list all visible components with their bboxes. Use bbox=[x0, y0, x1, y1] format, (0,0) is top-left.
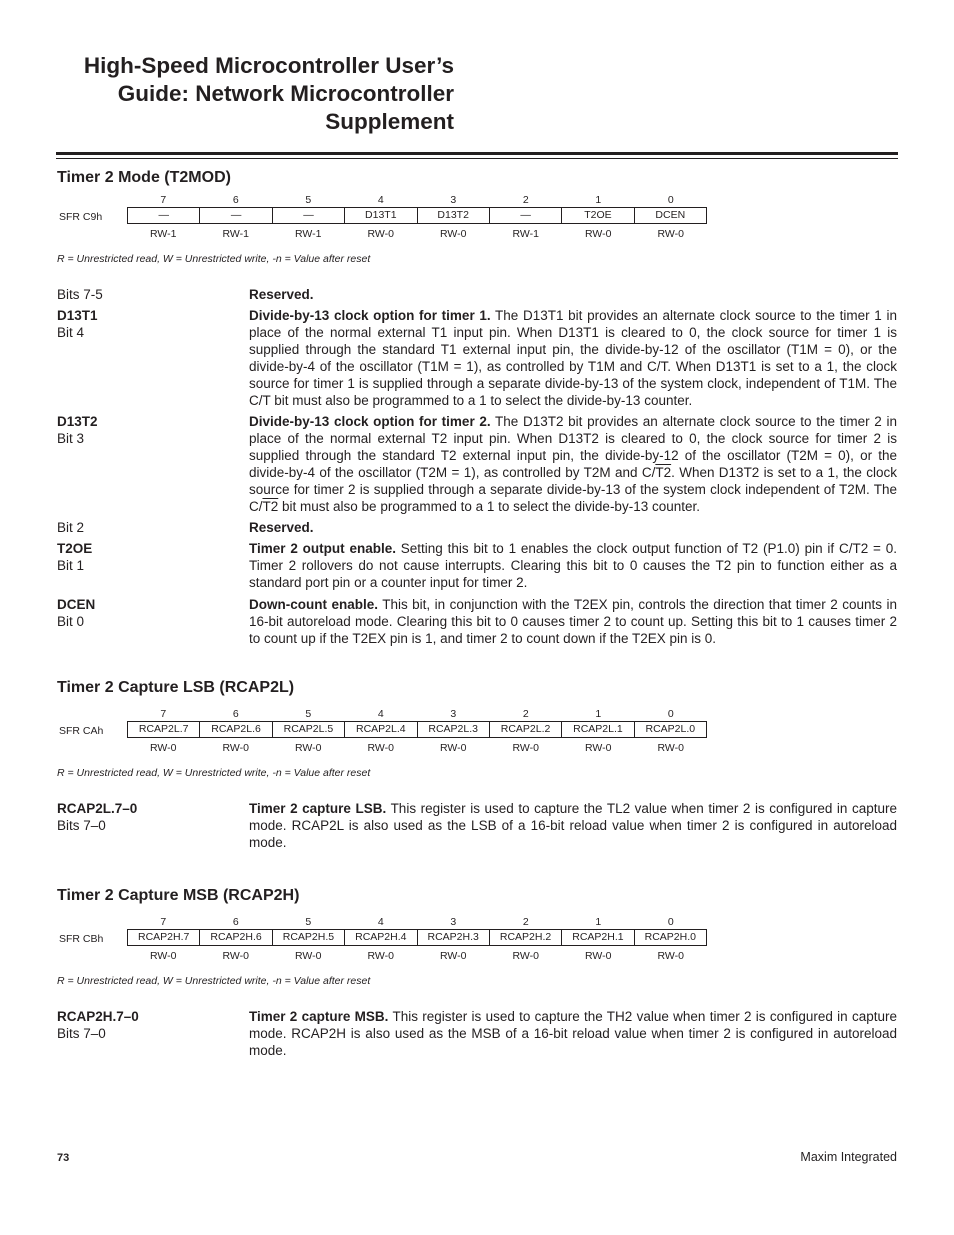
sfr-address: SFR CAh bbox=[59, 725, 104, 737]
bit-name: D13T2 bbox=[57, 414, 98, 429]
reset-value: RW-0 bbox=[440, 742, 467, 754]
register-legend: R = Unrestricted read, W = Unrestricted write, -n = Value after reset bbox=[57, 253, 371, 265]
bit-name: RCAP2L.7–0 bbox=[57, 801, 138, 816]
reset-value: RW-0 bbox=[657, 742, 684, 754]
register-diagram bbox=[57, 194, 897, 252]
bit-description bbox=[249, 596, 897, 652]
bit-description-row bbox=[57, 413, 897, 519]
description-text: bit must also be programmed to a 1 to select the divide-by-13 counter. bbox=[278, 499, 700, 514]
bit-cell: — bbox=[272, 208, 344, 223]
overlined-signal: T2 bbox=[262, 499, 279, 514]
bit-description bbox=[249, 800, 897, 851]
description-text: Setting this bit to 1 enables the clock output function of T2 (P1.0) pin if C/T2 = 0. Timer 2 rollovers do not cause interrupts. Clearing this bit to 0 causes the T2 pin to function either as a standard port pin or a counter input for timer 2. bbox=[249, 541, 897, 590]
bit-label bbox=[57, 307, 249, 413]
register-diagram bbox=[57, 708, 897, 766]
reset-value: RW-0 bbox=[440, 228, 467, 240]
header-rule-thin bbox=[56, 158, 898, 159]
reset-value: RW-1 bbox=[295, 228, 322, 240]
description-heading: Timer 2 capture MSB. bbox=[249, 1009, 389, 1024]
reset-value: RW-0 bbox=[222, 950, 249, 962]
reset-value: RW-0 bbox=[512, 742, 539, 754]
page-number: 73 bbox=[57, 1152, 70, 1164]
description-heading: Divide-by-13 clock option for timer 2. bbox=[249, 414, 491, 429]
bit-cell: D13T1 bbox=[344, 208, 416, 223]
bit-cell: RCAP2L.4 bbox=[344, 722, 416, 737]
bit-position: Bits 7–0 bbox=[57, 1026, 106, 1041]
reset-value: RW-0 bbox=[222, 742, 249, 754]
bit-description-row bbox=[57, 307, 897, 413]
section-title: Timer 2 Capture MSB (RCAP2H) bbox=[57, 887, 300, 904]
description-text: This bit, in conjunction with the T2EX pin, controls the direction that timer 2 counts in 16-bit autoreload mode. Clearing this bit to 0 causes timer 2 to count up. Setting this bit to 1 causes timer 2 to count up if the T2EX pin is 1, and timer 2 to count down if the T2EX pin is 0. bbox=[249, 597, 897, 646]
t2mod-section bbox=[57, 168, 897, 652]
description-text: This register is used to capture the TH2 value when timer 2 is configured in capture mode. RCAP2H is also used as the MSB of a 16-bit reload value when timer 2 is configured in autoreload mode. bbox=[249, 1009, 897, 1058]
bit-cell: RCAP2L.1 bbox=[561, 722, 633, 737]
bit-position: Bit 4 bbox=[57, 325, 85, 340]
bit-descriptions bbox=[57, 800, 897, 851]
bit-cell: RCAP2H.3 bbox=[417, 930, 489, 945]
bit-number: 0 bbox=[667, 194, 674, 206]
bit-number: 3 bbox=[450, 708, 457, 720]
bit-number: 2 bbox=[522, 708, 529, 720]
bit-description bbox=[249, 413, 897, 519]
bit-position: Bit 2 bbox=[57, 520, 85, 535]
bit-description bbox=[249, 286, 897, 307]
title-line: Guide: Network Microcontroller bbox=[117, 81, 454, 106]
reset-value: RW-0 bbox=[585, 228, 612, 240]
bit-number: 3 bbox=[450, 916, 457, 928]
bit-description bbox=[249, 307, 897, 413]
register-bit-cells bbox=[127, 929, 707, 946]
reset-value-row bbox=[127, 950, 707, 962]
bit-number: 0 bbox=[667, 916, 674, 928]
reset-value: RW-0 bbox=[585, 742, 612, 754]
bit-position: Bits 7–0 bbox=[57, 818, 106, 833]
description-text: The D13T1 bit provides an alternate clock source to the timer 1 in place of the normal external T1 input pin. When D13T1 is cleared to 0, the clock source for timer 1 is supplied through the standard T1 external input pin, the divide-by-12 of the oscillator (T1M = 0), or the divide-by-4 of the oscillator (T1M = 1), as controlled by T1M and C/T. When D13T1 is set to a 1, the clock source for timer 1 is supplied through a separate divide-by-13 of the system clock, independent of T1M. The C/T bit must also be programmed to a 1 to select the divide-by-13 counter. bbox=[249, 308, 897, 408]
sfr-address: SFR CBh bbox=[59, 933, 104, 945]
bit-cell: RCAP2H.6 bbox=[199, 930, 271, 945]
section-title: Timer 2 Capture LSB (RCAP2L) bbox=[57, 679, 295, 696]
bit-description-row bbox=[57, 540, 897, 596]
bit-description bbox=[249, 540, 897, 596]
bit-number: 7 bbox=[160, 708, 167, 720]
bit-cell: — bbox=[158, 209, 169, 221]
bit-cell: RCAP2H.0 bbox=[634, 930, 706, 945]
bit-number: 6 bbox=[232, 916, 239, 928]
reset-value: RW-1 bbox=[222, 228, 249, 240]
bit-cell: RCAP2H.5 bbox=[272, 930, 344, 945]
bit-number: 2 bbox=[522, 916, 529, 928]
bit-number: 6 bbox=[232, 708, 239, 720]
title-line: Supplement bbox=[325, 109, 454, 134]
bit-number: 7 bbox=[160, 916, 167, 928]
bit-label bbox=[57, 540, 249, 596]
bit-label bbox=[57, 519, 249, 540]
bit-name: RCAP2H.7–0 bbox=[57, 1009, 139, 1024]
reset-value: RW-0 bbox=[585, 950, 612, 962]
bit-number: 5 bbox=[305, 916, 312, 928]
bit-descriptions bbox=[57, 1008, 897, 1059]
bit-number: 1 bbox=[595, 916, 602, 928]
reset-value: RW-0 bbox=[657, 228, 684, 240]
bit-cell: RCAP2H.1 bbox=[561, 930, 633, 945]
bit-number: 2 bbox=[522, 194, 529, 206]
bit-label bbox=[57, 286, 249, 307]
description-heading: Reserved. bbox=[249, 520, 314, 535]
bit-name: D13T1 bbox=[57, 308, 98, 323]
bit-number-row bbox=[127, 708, 707, 720]
reset-value: RW-1 bbox=[150, 228, 177, 240]
sfr-address: SFR C9h bbox=[59, 211, 103, 223]
reset-value: RW-1 bbox=[512, 228, 539, 240]
reset-value-row bbox=[127, 228, 707, 240]
register-bit-cells bbox=[127, 207, 707, 224]
bit-cell: D13T2 bbox=[417, 208, 489, 223]
bit-number: 4 bbox=[377, 194, 384, 206]
bit-number: 5 bbox=[305, 708, 312, 720]
overlined-signal: T2 bbox=[655, 465, 672, 480]
bit-cell: RCAP2H.7 bbox=[138, 931, 190, 943]
bit-label bbox=[57, 413, 249, 519]
description-text: . When D13T2 is set to a 1, the clock source for timer 2 is supplied through a separate divide-by-13 of the system clock independent of T2M. The C/ bbox=[249, 465, 897, 514]
rcap2h-section bbox=[57, 886, 897, 1059]
reset-value: RW-0 bbox=[295, 950, 322, 962]
bit-label bbox=[57, 1008, 249, 1059]
bit-cell: RCAP2L.2 bbox=[489, 722, 561, 737]
bit-cell: RCAP2L.0 bbox=[634, 722, 706, 737]
bit-label bbox=[57, 596, 249, 652]
description-heading: Timer 2 capture LSB. bbox=[249, 801, 387, 816]
bit-cell: RCAP2H.2 bbox=[489, 930, 561, 945]
register-legend: R = Unrestricted read, W = Unrestricted write, -n = Value after reset bbox=[57, 975, 371, 987]
reset-value: RW-0 bbox=[657, 950, 684, 962]
bit-cell: RCAP2L.7 bbox=[138, 723, 189, 735]
reset-value: RW-0 bbox=[367, 228, 394, 240]
bit-description-row bbox=[57, 1008, 897, 1059]
bit-cell: RCAP2H.4 bbox=[344, 930, 416, 945]
bit-description-row bbox=[57, 519, 897, 540]
bit-position: Bit 1 bbox=[57, 558, 85, 573]
footer-brand: Maxim Integrated bbox=[800, 1150, 897, 1164]
bit-number: 6 bbox=[232, 194, 239, 206]
bit-number-row bbox=[127, 916, 707, 928]
bit-number: 0 bbox=[667, 708, 674, 720]
bit-number: 7 bbox=[160, 194, 167, 206]
bit-position: Bit 0 bbox=[57, 614, 85, 629]
bit-cell: RCAP2L.6 bbox=[199, 722, 271, 737]
description-text: This register is used to capture the TL2 value when timer 2 is configured in capture mode. RCAP2L is also used as the LSB of a 16-bit reload value when timer 2 is configured in autoreload mode. bbox=[249, 801, 897, 850]
section-title: Timer 2 Mode (T2MOD) bbox=[57, 169, 231, 186]
bit-number-row bbox=[127, 194, 707, 206]
bit-position: Bits 7-5 bbox=[57, 287, 103, 302]
bit-cell: RCAP2L.3 bbox=[417, 722, 489, 737]
reset-value-row bbox=[127, 742, 707, 754]
bit-cell: — bbox=[199, 208, 271, 223]
reset-value: RW-0 bbox=[295, 742, 322, 754]
reset-value: RW-0 bbox=[512, 950, 539, 962]
description-heading: Down-count enable. bbox=[249, 597, 378, 612]
bit-description-row bbox=[57, 286, 897, 307]
bit-number: 4 bbox=[377, 916, 384, 928]
reset-value: RW-0 bbox=[367, 950, 394, 962]
reset-value: RW-0 bbox=[367, 742, 394, 754]
bit-number: 1 bbox=[595, 194, 602, 206]
bit-number: 1 bbox=[595, 708, 602, 720]
bit-description-row bbox=[57, 596, 897, 652]
bit-number: 3 bbox=[450, 194, 457, 206]
bit-name: T2OE bbox=[57, 541, 93, 556]
bit-position: Bit 3 bbox=[57, 431, 85, 446]
description-text: The D13T2 bit provides an alternate clock source to the timer 2 in place of the normal external T2 input pin. When D13T2 is cleared to 0, the clock source for timer 2 is supplied through the standard T2 external input pin, the divide-by-12 of the oscillator (T2M = 0), or the divide-by-4 of the oscillator (T2M = 1), as controlled by T2M and C/ bbox=[249, 414, 897, 480]
page-title bbox=[56, 52, 454, 136]
bit-cell: RCAP2L.5 bbox=[272, 722, 344, 737]
description-heading: Reserved. bbox=[249, 287, 314, 302]
bit-description bbox=[249, 519, 897, 540]
register-bit-cells bbox=[127, 721, 707, 738]
bit-number: 5 bbox=[305, 194, 312, 206]
register-legend: R = Unrestricted read, W = Unrestricted write, -n = Value after reset bbox=[57, 767, 371, 779]
bit-label bbox=[57, 800, 249, 851]
bit-cell: DCEN bbox=[634, 208, 706, 223]
reset-value: RW-0 bbox=[150, 742, 177, 754]
register-diagram bbox=[57, 916, 897, 974]
bit-description bbox=[249, 1008, 897, 1059]
description-heading: Divide-by-13 clock option for timer 1. bbox=[249, 308, 491, 323]
reset-value: RW-0 bbox=[440, 950, 467, 962]
header-rule bbox=[56, 152, 898, 155]
bit-cell: T2OE bbox=[561, 208, 633, 223]
bit-number: 4 bbox=[377, 708, 384, 720]
reset-value: RW-0 bbox=[150, 950, 177, 962]
bit-name: DCEN bbox=[57, 597, 96, 612]
bit-descriptions bbox=[57, 286, 897, 652]
bit-cell: — bbox=[489, 208, 561, 223]
title-line: High-Speed Microcontroller User’s bbox=[83, 53, 454, 78]
bit-description-row bbox=[57, 800, 897, 851]
description-heading: Timer 2 output enable. bbox=[249, 541, 396, 556]
rcap2l-section bbox=[57, 678, 897, 851]
